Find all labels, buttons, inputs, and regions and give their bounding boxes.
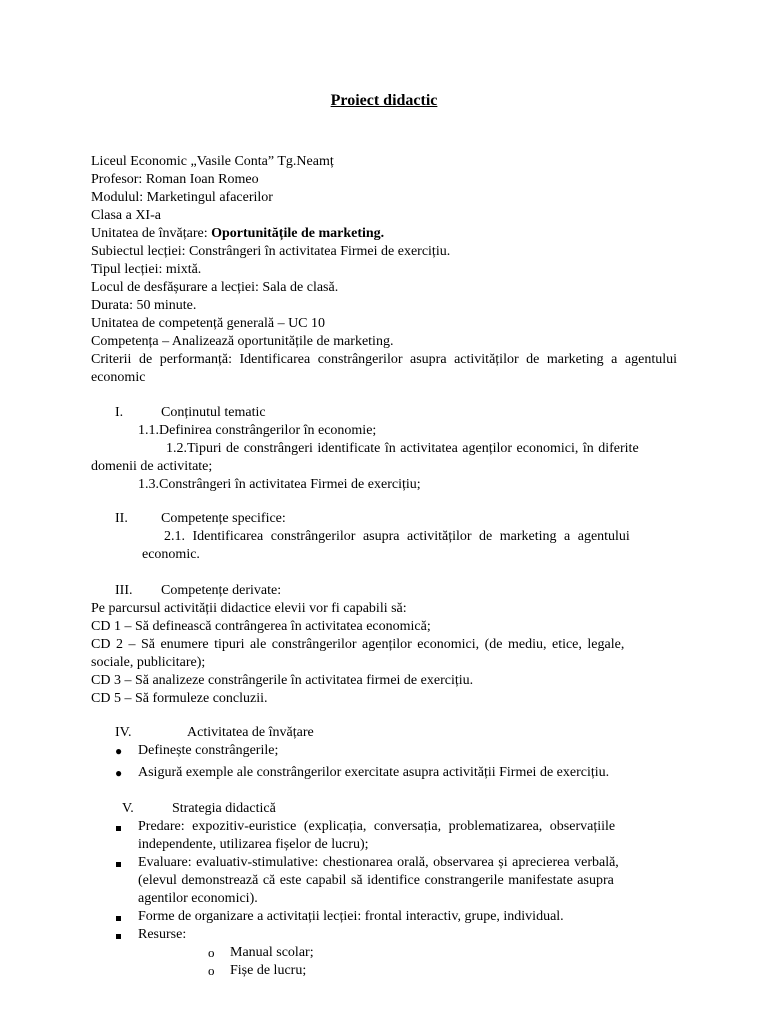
section-1-number: I. <box>115 405 124 420</box>
criteria-paragraph: Criterii de performanță: Identificarea constrângerilor asupra activităților de marketing a agentului economic <box>91 352 677 385</box>
cd-item: CD 2 – Să enumere tipuri ale constrângerilor agenților economici, (de mediu, etice, legale, <box>91 637 625 652</box>
cd-item: CD 1 – Să definească contrângerea în activitatea economică; <box>91 619 431 634</box>
section-2-item-cont: economic. <box>142 547 200 562</box>
strategy-evaluation: Evaluare: evaluativ-stimulative: chestionarea orală, observarea și aprecierea verbală, <box>138 855 619 870</box>
cd-item: CD 3 – Să analizeze constrângerile în activitatea firmei de exercițiu. <box>91 673 474 688</box>
strategy-forms: Forme de organizare a activitații lecției: frontal interactiv, grupe, individual. <box>138 909 564 924</box>
subject-line: Subiectul lecției: Constrângeri în activitatea Firmei de exercițiu. <box>91 244 451 259</box>
section-2-item: 2.1. Identificarea constrângerilor asupra activităților de marketing a agentului <box>164 529 630 544</box>
square-bullet-icon <box>116 916 121 921</box>
cd-item: CD 5 – Să formuleze concluzii. <box>91 691 268 706</box>
location-line: Locul de desfășurare a lecției: Sala de clasă. <box>91 280 339 295</box>
unit-line <box>91 225 677 243</box>
section-4-number: IV. <box>115 725 132 740</box>
section-2-title: Competențe specifice: <box>161 511 286 526</box>
strategy-evaluation-cont: agentilor economici). <box>138 891 258 906</box>
section-1-item: 1.3.Constrângeri în activitatea Firmei de exercițiu; <box>138 477 421 492</box>
bullet-dot-icon: ● <box>115 766 123 780</box>
section-3-title: Competențe derivate: <box>161 583 282 598</box>
activity-bullet: Definește constrângerile; <box>138 743 279 758</box>
class-line: Clasa a XI-a <box>91 208 161 223</box>
bullet-dot-icon: ● <box>115 744 123 758</box>
section-1-item: 1.1.Definirea constrângerilor în economie; <box>138 423 377 438</box>
section-3-intro: Pe parcursul activității didactice elevii vor fi capabili să: <box>91 601 407 616</box>
section-5-title: Strategia didactică <box>172 801 276 816</box>
section-1-item: 1.2.Tipuri de constrângeri identificate în activitatea agenților economici, în diferite <box>166 441 639 456</box>
section-1-item: domenii de activitate; <box>91 459 213 474</box>
strategy-evaluation-cont: (elevul demonstrează că este capabil să identifice constrangerile manifestate asupra <box>138 873 614 888</box>
competence-line: Competența – Analizează oportunitățile de marketing. <box>91 334 394 349</box>
teacher-line: Profesor: Roman Ioan Romeo <box>91 172 259 187</box>
unit-label: Unitatea de învățare: <box>91 226 212 241</box>
document-title: Proiect didactic <box>330 92 438 109</box>
strategy-teaching-cont: independente, utilizarea fișelor de lucru); <box>138 837 369 852</box>
resource-item: Fișe de lucru; <box>230 963 307 978</box>
section-5-number: V. <box>122 801 134 816</box>
circle-bullet-icon: o <box>208 963 215 978</box>
lesson-type-line: Tipul lecției: mixtă. <box>91 262 202 277</box>
module-line: Modulul: Marketingul afacerilor <box>91 190 273 205</box>
section-3-number: III. <box>115 583 133 598</box>
square-bullet-icon <box>116 862 121 867</box>
square-bullet-icon <box>116 826 121 831</box>
activity-bullet: Asigură exemple ale constrângerilor exercitate asupra activității Firmei de exercițiu. <box>138 765 610 780</box>
school-line: Liceul Economic „Vasile Conta” Tg.Neamț <box>91 154 334 169</box>
strategy-resources: Resurse: <box>138 927 187 942</box>
unit-value: Oportunitățile de marketing. <box>211 226 385 241</box>
general-competence-line: Unitatea de competență generală – UC 10 <box>91 316 326 331</box>
resource-item: Manual scolar; <box>230 945 314 960</box>
circle-bullet-icon: o <box>208 945 215 960</box>
square-bullet-icon <box>116 934 121 939</box>
section-4-title: Activitatea de învățare <box>187 725 314 740</box>
cd-item-cont: sociale, publicitare); <box>91 655 206 670</box>
section-1-title: Conținutul tematic <box>161 405 266 420</box>
section-2-number: II. <box>115 511 128 526</box>
strategy-teaching: Predare: expozitiv-euristice (explicația, conversația, problematizarea, observațiile <box>138 819 616 834</box>
duration-line: Durata: 50 minute. <box>91 298 197 313</box>
